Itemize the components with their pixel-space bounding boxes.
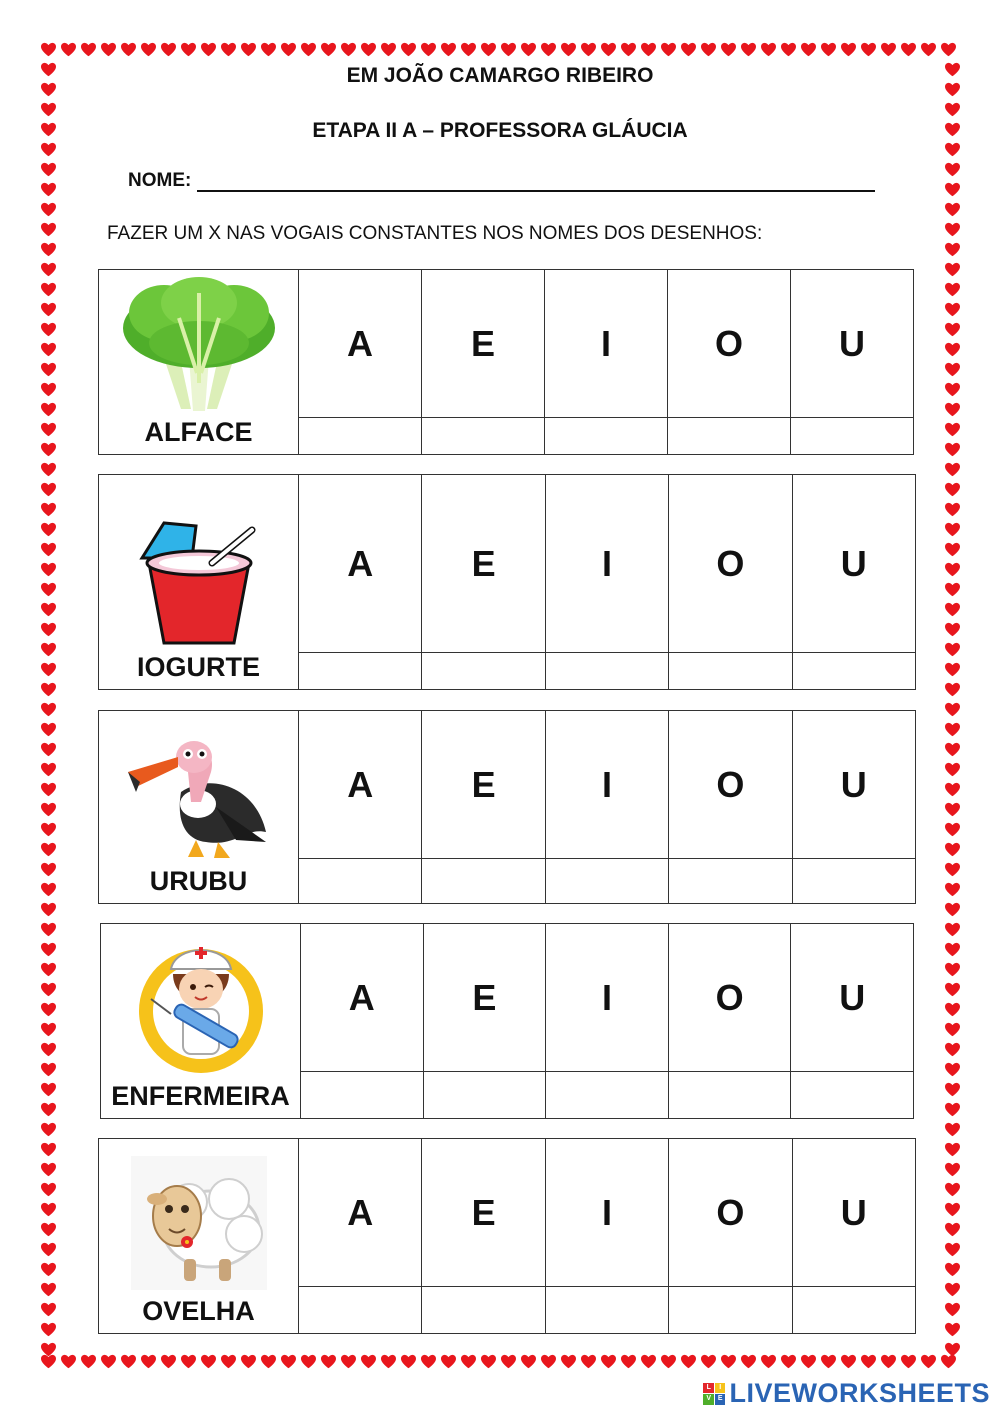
vowel-o: O	[669, 475, 792, 653]
lettuce-icon	[119, 273, 279, 413]
vowel-a: A	[299, 270, 422, 418]
instruction-text: FAZER UM X NAS VOGAIS CONSTANTES NOS NOMES DOS DESENHOS:	[107, 223, 763, 244]
vowel-u: U	[791, 270, 914, 418]
answer-box-i[interactable]	[546, 1072, 669, 1119]
answer-box-u[interactable]	[791, 1072, 914, 1119]
vowel-u: U	[792, 711, 915, 859]
vowel-u: U	[791, 924, 914, 1072]
exercise-table	[98, 474, 916, 690]
picture-cell	[99, 270, 299, 455]
answer-box-u[interactable]	[791, 418, 914, 455]
word-label: ALFACE	[144, 417, 253, 447]
answer-box-i[interactable]	[545, 418, 668, 455]
vowel-i: I	[545, 711, 668, 859]
answer-box-i[interactable]	[545, 1287, 668, 1334]
vowel-e: E	[422, 475, 545, 653]
answer-box-o[interactable]	[668, 418, 791, 455]
vowel-o: O	[668, 270, 791, 418]
vowel-u: U	[792, 475, 915, 653]
vowel-o: O	[669, 711, 792, 859]
exercise-table	[98, 710, 916, 904]
vowel-u: U	[792, 1139, 915, 1287]
vowel-a: A	[299, 475, 422, 653]
answer-box-a[interactable]	[299, 859, 422, 904]
name-label: NOME:	[128, 170, 192, 191]
answer-box-u[interactable]	[792, 859, 915, 904]
name-input-line[interactable]	[197, 170, 875, 192]
answer-box-o[interactable]	[669, 653, 792, 690]
answer-box-e[interactable]	[422, 653, 545, 690]
answer-box-a[interactable]	[299, 653, 422, 690]
answer-box-e[interactable]	[422, 1287, 545, 1334]
liveworksheets-logo	[703, 1378, 990, 1409]
vowel-i: I	[545, 270, 668, 418]
answer-box-e[interactable]	[422, 418, 545, 455]
exercise-table	[98, 1138, 916, 1334]
vowel-e: E	[422, 1139, 545, 1287]
sheep-icon	[129, 1154, 269, 1292]
exercise-table	[100, 923, 914, 1119]
answer-box-o[interactable]	[669, 1287, 792, 1334]
picture-cell	[99, 475, 299, 690]
vowel-i: I	[545, 475, 668, 653]
vowel-e: E	[422, 711, 545, 859]
school-name: EM JOÃO CAMARGO RIBEIRO	[346, 64, 654, 87]
vowel-a: A	[299, 711, 422, 859]
answer-box-u[interactable]	[792, 1287, 915, 1334]
vowel-a: A	[299, 1139, 422, 1287]
exercise-table	[98, 269, 914, 455]
answer-box-e[interactable]	[423, 1072, 546, 1119]
vowel-e: E	[423, 924, 546, 1072]
picture-cell	[99, 1139, 299, 1334]
picture-cell	[99, 711, 299, 904]
vowel-a: A	[301, 924, 424, 1072]
nurse-icon	[131, 939, 271, 1077]
answer-box-i[interactable]	[545, 653, 668, 690]
answer-box-i[interactable]	[545, 859, 668, 904]
yogurt-icon	[134, 518, 264, 648]
liveworksheets-badge-icon: L I V E	[703, 1383, 725, 1405]
answer-box-e[interactable]	[422, 859, 545, 904]
answer-box-a[interactable]	[299, 418, 422, 455]
class-teacher-line: ETAPA II A – PROFESSORA GLÁUCIA	[312, 119, 688, 142]
answer-box-u[interactable]	[792, 653, 915, 690]
word-label: IOGURTE	[136, 652, 260, 682]
vowel-o: O	[669, 1139, 792, 1287]
word-label: ENFERMEIRA	[111, 1081, 290, 1111]
vowel-i: I	[546, 924, 669, 1072]
vowel-o: O	[668, 924, 791, 1072]
vowel-i: I	[545, 1139, 668, 1287]
name-row	[128, 170, 875, 192]
vowel-e: E	[422, 270, 545, 418]
answer-box-o[interactable]	[668, 1072, 791, 1119]
word-label: OVELHA	[142, 1296, 255, 1326]
answer-box-o[interactable]	[669, 859, 792, 904]
word-label: URUBU	[149, 866, 248, 896]
vulture-icon	[126, 732, 271, 862]
answer-box-a[interactable]	[299, 1287, 422, 1334]
answer-box-a[interactable]	[301, 1072, 424, 1119]
picture-cell	[101, 924, 301, 1119]
liveworksheets-brand: LIVEWORKSHEETS	[729, 1378, 990, 1408]
